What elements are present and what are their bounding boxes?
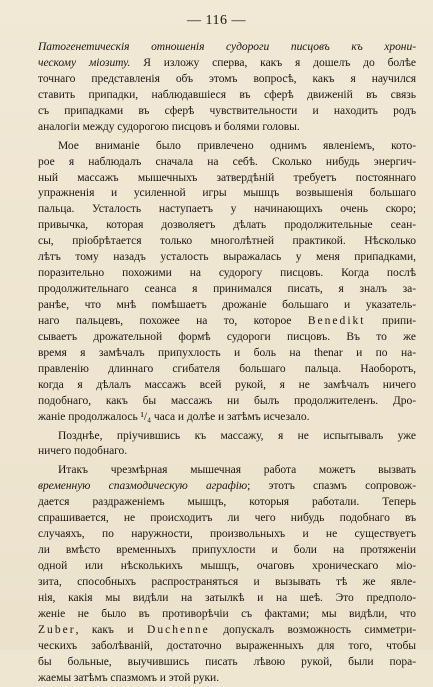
text-line bbox=[38, 234, 416, 250]
text-line bbox=[38, 266, 416, 282]
text-line bbox=[38, 298, 416, 314]
text-run: наго пальцевъ, похожее на то, которое bbox=[38, 314, 308, 327]
text-run: рое я наблюдалъ сначала на себѣ. Сколько нибудь энергич- bbox=[38, 155, 416, 168]
text-run: подобнаго, какъ бы массажъ ни былъ продолжителенъ. Дро- bbox=[38, 394, 416, 407]
body-text bbox=[38, 40, 416, 687]
text-line bbox=[38, 250, 416, 266]
text-line bbox=[38, 171, 416, 187]
text-line bbox=[38, 479, 416, 495]
text-run: спрашивается, не происходитъ ли чего нибудь подобнаго въ bbox=[38, 512, 416, 525]
italic-text: ческому міозиту. bbox=[38, 56, 131, 69]
text-line bbox=[38, 495, 416, 511]
text-line bbox=[38, 671, 416, 687]
text-line bbox=[38, 40, 416, 56]
text-line bbox=[38, 543, 416, 559]
text-line bbox=[38, 155, 416, 171]
spaced-name: Zuber bbox=[38, 623, 76, 636]
text-run: допускалъ возможность симметри- bbox=[209, 623, 416, 636]
text-line bbox=[38, 607, 416, 623]
text-line bbox=[38, 394, 416, 410]
text-run: ставить припадки, наблюдавшіеся въ сферѣ движеній въ связь bbox=[38, 88, 416, 101]
text-line bbox=[38, 575, 416, 591]
text-run: время я замѣчалъ припухлость и боль на thenar и по на- bbox=[38, 346, 416, 359]
text-line bbox=[38, 314, 416, 330]
text-line bbox=[38, 639, 416, 655]
text-run: ный массажъ мышечныхъ затвердѣній требуетъ постояннаго bbox=[38, 171, 416, 184]
text-run: упражненія и усиленной игры мышцъ возвышенія большаго bbox=[38, 187, 416, 200]
text-run: привычка, которая дозволяетъ дѣлать продолжительные сеан- bbox=[38, 219, 416, 232]
paragraph bbox=[38, 139, 416, 426]
text-run: Я изложу сперва, какъ я дошелъ до болѣе bbox=[130, 56, 416, 69]
text-run: пальца. Усталость наступаетъ у начинающихъ очень скоро; bbox=[38, 203, 416, 216]
text-run: лѣтъ тому назадъ усталость выражалась у меня припадками, bbox=[38, 251, 416, 264]
text-line bbox=[38, 88, 416, 104]
text-run: жаніе продолжалось ¹/₄ часа и долѣе и затѣмъ исчезало. bbox=[38, 410, 310, 423]
text-line bbox=[38, 56, 416, 72]
italic-text: временную спазмодическую аграфію bbox=[38, 480, 248, 493]
paragraph bbox=[38, 429, 416, 461]
text-line bbox=[38, 72, 416, 88]
paragraph bbox=[38, 40, 416, 136]
text-line bbox=[38, 655, 416, 671]
text-run: ческихъ заболѣваній, достаточно выраженныхъ для того, чтобы bbox=[38, 639, 416, 652]
text-run: сы, пріобрѣтается только многолѣтней практикой. Нѣсколько bbox=[38, 235, 416, 248]
text-line bbox=[38, 139, 416, 155]
text-run: женіе не было въ противорѣчіи съ фактами; мы видѣли, что bbox=[38, 607, 416, 620]
text-line bbox=[38, 120, 416, 136]
text-line bbox=[38, 104, 416, 120]
text-line bbox=[38, 362, 416, 378]
text-run: жаемы затѣмъ спазмомъ и этой руки. bbox=[38, 671, 220, 684]
text-run: нія, какія мы видѣли на затылкѣ и на шеѣ. Это предполо- bbox=[38, 591, 416, 604]
text-line bbox=[38, 527, 416, 543]
text-line bbox=[38, 410, 416, 426]
text-run: поразительно похожими на судорогу писцовъ. Когда послѣ bbox=[38, 267, 416, 280]
text-line bbox=[38, 511, 416, 527]
text-run: зита, способныхъ распространяться и вызывать тѣ же явле- bbox=[38, 575, 416, 588]
text-run: аналогіи между судорогою писцовъ и болями головы. bbox=[38, 120, 300, 133]
text-run: одной или нѣсколькихъ мышцъ, очаговъ хроническаго міо- bbox=[38, 560, 416, 572]
text-line bbox=[38, 463, 416, 479]
spaced-name: Duchenne bbox=[147, 623, 210, 636]
text-line bbox=[38, 559, 416, 575]
text-line bbox=[38, 591, 416, 607]
text-run: ничего подобнаго. bbox=[38, 445, 128, 458]
text-run: съ припадками въ сферѣ чувствительности и находить родъ bbox=[38, 104, 416, 117]
text-run: случаяхъ, по наружности, произвольныхъ и не существуетъ bbox=[38, 528, 416, 541]
text-line bbox=[38, 623, 416, 639]
text-line bbox=[38, 346, 416, 362]
text-line bbox=[38, 378, 416, 394]
text-run: Мое вниманіе было привлечено однимъ явленіемъ, кото- bbox=[58, 139, 416, 152]
text-run: когда я дѣлалъ массажъ всей рукой, я не замѣчалъ ничего bbox=[38, 378, 416, 391]
text-run: ли вмѣсто временныхъ припухлости и боли на протяженіи bbox=[38, 544, 416, 557]
text-run: Итакъ чрезмѣрная мышечная работа можетъ вызвать bbox=[58, 464, 416, 477]
page-number: — 116 — bbox=[187, 13, 246, 28]
text-run: продолжительнаго сеанса я принимался писать, я зналъ за- bbox=[38, 283, 416, 296]
italic-text: Патогенетическія отношенія судороги писцовъ къ хрони- bbox=[38, 41, 416, 53]
text-line bbox=[38, 429, 416, 445]
text-run: точнаго представленія объ этомъ вопросѣ, какъ я научился bbox=[38, 72, 416, 85]
text-line bbox=[38, 282, 416, 298]
text-run: ; этотъ спазмъ сопровож- bbox=[247, 480, 416, 493]
text-line bbox=[38, 218, 416, 234]
text-run: бы больные, выучившись писать лѣвою рукой, были пора- bbox=[38, 655, 416, 668]
text-run: Позднѣе, пріучившись къ массажу, я не испытывалъ уже bbox=[58, 429, 416, 442]
text-run: правленію длиннаго сгибателя большаго пальца. Наоборотъ, bbox=[38, 362, 416, 375]
text-line bbox=[38, 186, 416, 202]
text-run: ранѣе, что мнѣ помѣшаетъ дрожаніе большаго и указатель- bbox=[38, 299, 416, 311]
text-run: припи- bbox=[365, 314, 416, 327]
spaced-name: Benedikt bbox=[307, 314, 366, 327]
text-run: сываетъ дрожательной формѣ судороги писцовъ. Въ то же bbox=[38, 330, 416, 343]
text-line bbox=[38, 444, 416, 460]
text-run: дается раздраженіемъ мышцъ, которыя работали. Теперь bbox=[38, 496, 416, 509]
text-run: , какъ и bbox=[75, 623, 147, 636]
paragraph bbox=[38, 463, 416, 686]
text-line bbox=[38, 330, 416, 346]
text-line bbox=[38, 202, 416, 218]
